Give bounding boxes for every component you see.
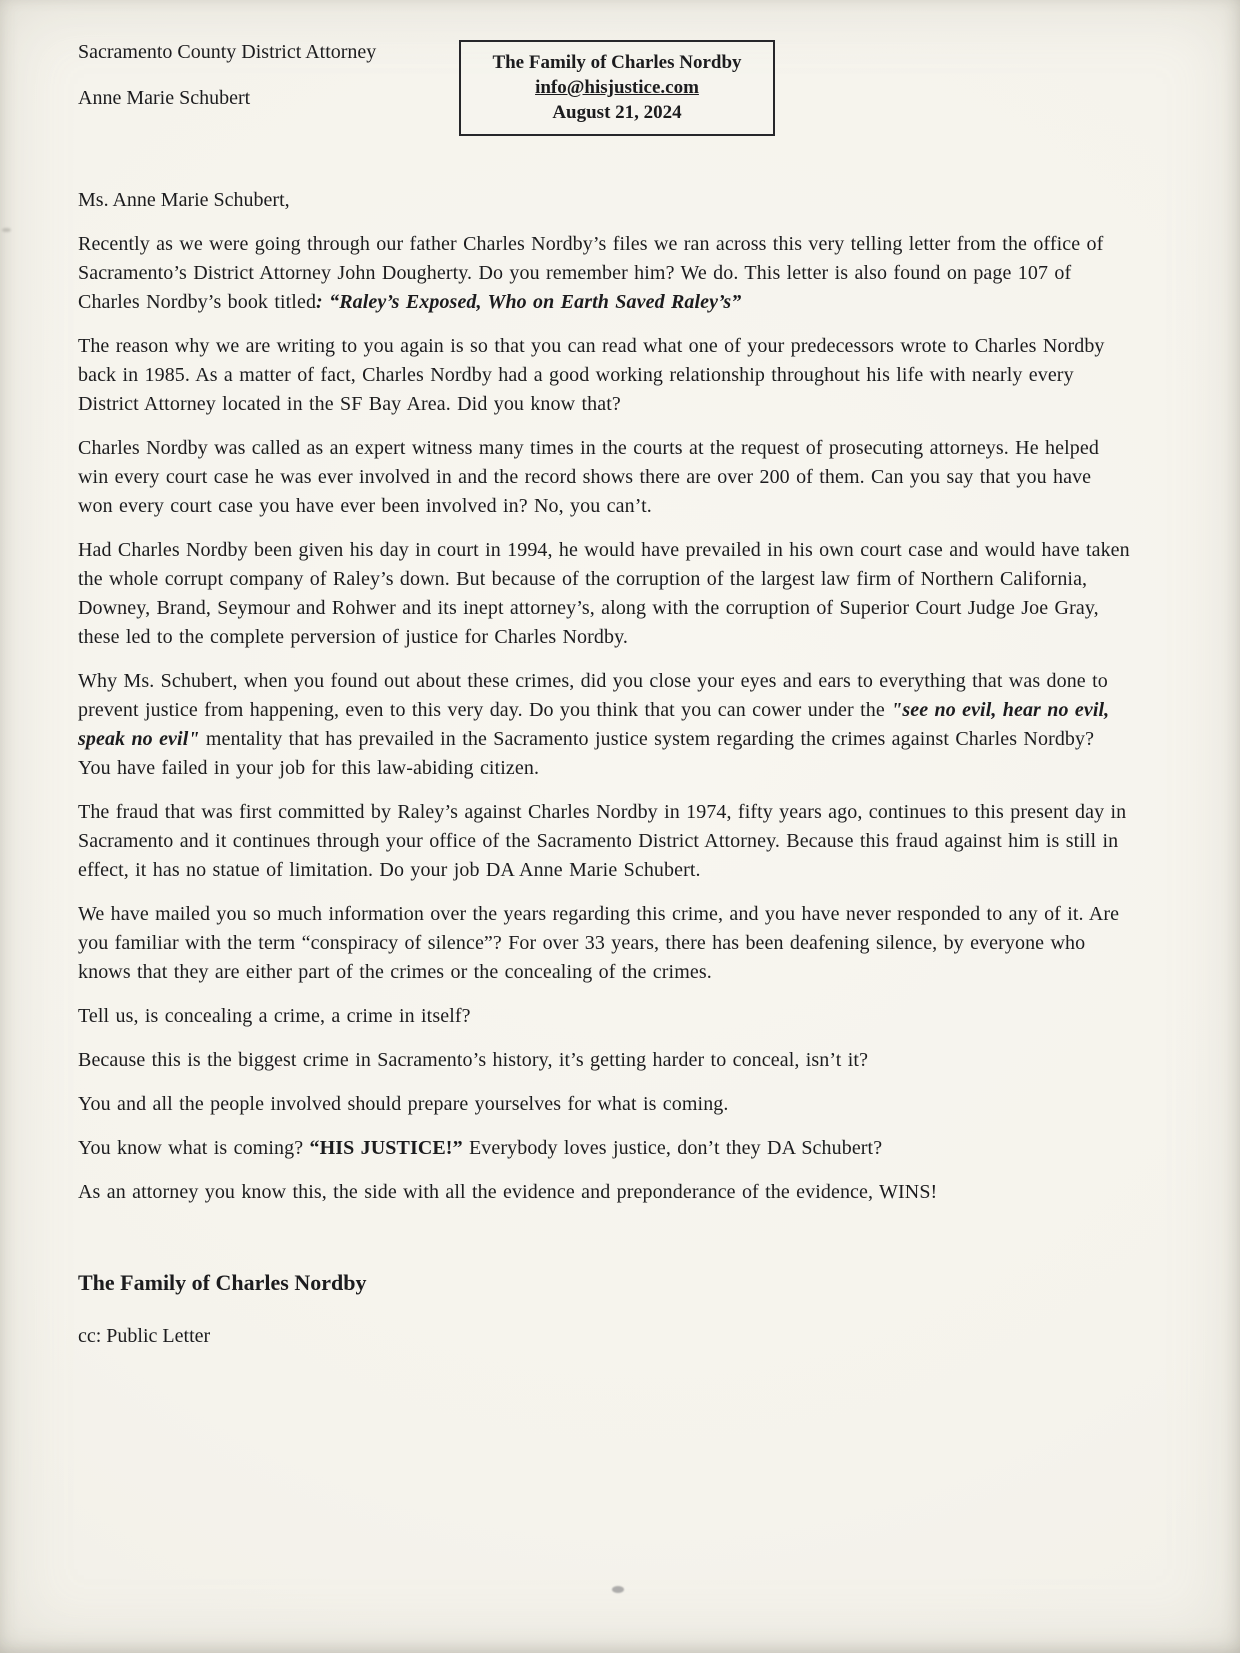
paragraph-1-text: Recently as we were going through our father Charles Nordby’s files we ran across this very telling letter from the office of Sacramento’s District Attorney John Dougherty. Do you remember him? We do. This letter is also found on page 107 of Charles Nordby’s book titled — [78, 233, 1104, 313]
letter-content — [78, 40, 1130, 1349]
paragraph-4: Had Charles Nordby been given his day in court in 1994, he would have prevailed in his own court case and would have taken the whole corrupt company of Raley’s down. But because of the corruption of the largest law firm of Northern California, Downey, Brand, Seymour and Rohwer and its inept attorney’s, along with the corruption of Superior Court Judge Joe Gray, these led to the complete perversion of justice for Charles Nordby. — [78, 539, 1130, 648]
recipient-office: Sacramento County District Attorney — [78, 41, 377, 63]
book-title: : “Raley’s Exposed, Who on Earth Saved Raley’s” — [316, 291, 742, 313]
paragraph-5-text-end: mentality that has prevailed in the Sacramento justice system regarding the crimes against Charles Nordby? You have failed in your job for this law-abiding citizen. — [78, 728, 1095, 779]
paragraph-10: You and all the people involved should prepare yourselves for what is coming. — [78, 1093, 729, 1115]
paragraph-11 — [78, 1134, 1130, 1163]
sender-info-box — [459, 40, 775, 136]
paragraph-3: Charles Nordby was called as an expert witness many times in the courts at the request of prosecuting attorneys. He helped win every court case he was ever involved in and the record shows there are over 200 of them. Can you say that you have won every court case you have ever been involved in? No, you can’t. — [78, 437, 1099, 517]
recipient-name: Anne Marie Schubert — [78, 87, 251, 109]
salutation: Ms. Anne Marie Schubert, — [78, 189, 290, 211]
letter-header — [78, 40, 1130, 136]
paragraph-1 — [78, 230, 1130, 317]
paragraph-5-text-start: Why Ms. Schubert, when you found out about these crimes, did you close your eyes and ears to everything that was done to prevent justice from happening, even to this very day. Do you think that you can cower under the — [78, 670, 1108, 721]
paragraph-9: Because this is the biggest crime in Sacramento’s history, it’s getting harder to conceal, isn’t it? — [78, 1049, 869, 1071]
paragraph-12: As an attorney you know this, the side with all the evidence and preponderance of the evidence, WINS! — [78, 1181, 938, 1203]
paragraph-7: We have mailed you so much information over the years regarding this crime, and you have never responded to any of it. Are you familiar with the term “conspiracy of silence”? For over 33 years, there has been deafening silence, by everyone who knows that they are either part of the crimes or the concealing of the crimes. — [78, 903, 1120, 983]
paragraph-8: Tell us, is concealing a crime, a crime in itself? — [78, 1005, 471, 1027]
paragraph-11-text-start: You know what is coming? — [78, 1137, 310, 1159]
paragraph-5 — [78, 667, 1130, 783]
scan-artifact-smudge — [2, 228, 11, 232]
cc-line: cc: Public Letter — [78, 1325, 211, 1347]
his-justice-emphasis: “HIS JUSTICE!” — [309, 1137, 463, 1159]
sender-email: info@hisjustice.com — [535, 77, 699, 98]
see-no-evil-quote: "see no evil, hear no evil, speak no evil" — [78, 699, 1110, 750]
scan-artifact-dot — [612, 1586, 624, 1593]
letter-date: August 21, 2024 — [552, 102, 682, 123]
sender-org: The Family of Charles Nordby — [492, 52, 742, 73]
signature-line: The Family of Charles Nordby — [78, 1270, 367, 1295]
paragraph-2: The reason why we are writing to you again is so that you can read what one of your predecessors wrote to Charles Nordby back in 1985. As a matter of fact, Charles Nordby had a good working relationship throughout his life with nearly every District Attorney located in the SF Bay Area. Did you know that? — [78, 335, 1105, 415]
paragraph-6: The fraud that was first committed by Raley’s against Charles Nordby in 1974, fifty years ago, continues to this present day in Sacramento and it continues through your office of the Sacramento District Attorney. Because this fraud against him is still in effect, it has no statue of limitation. Do your job DA Anne Marie Schubert. — [78, 801, 1127, 881]
paragraph-11-text-end: Everybody loves justice, don’t they DA Schubert? — [462, 1137, 883, 1159]
